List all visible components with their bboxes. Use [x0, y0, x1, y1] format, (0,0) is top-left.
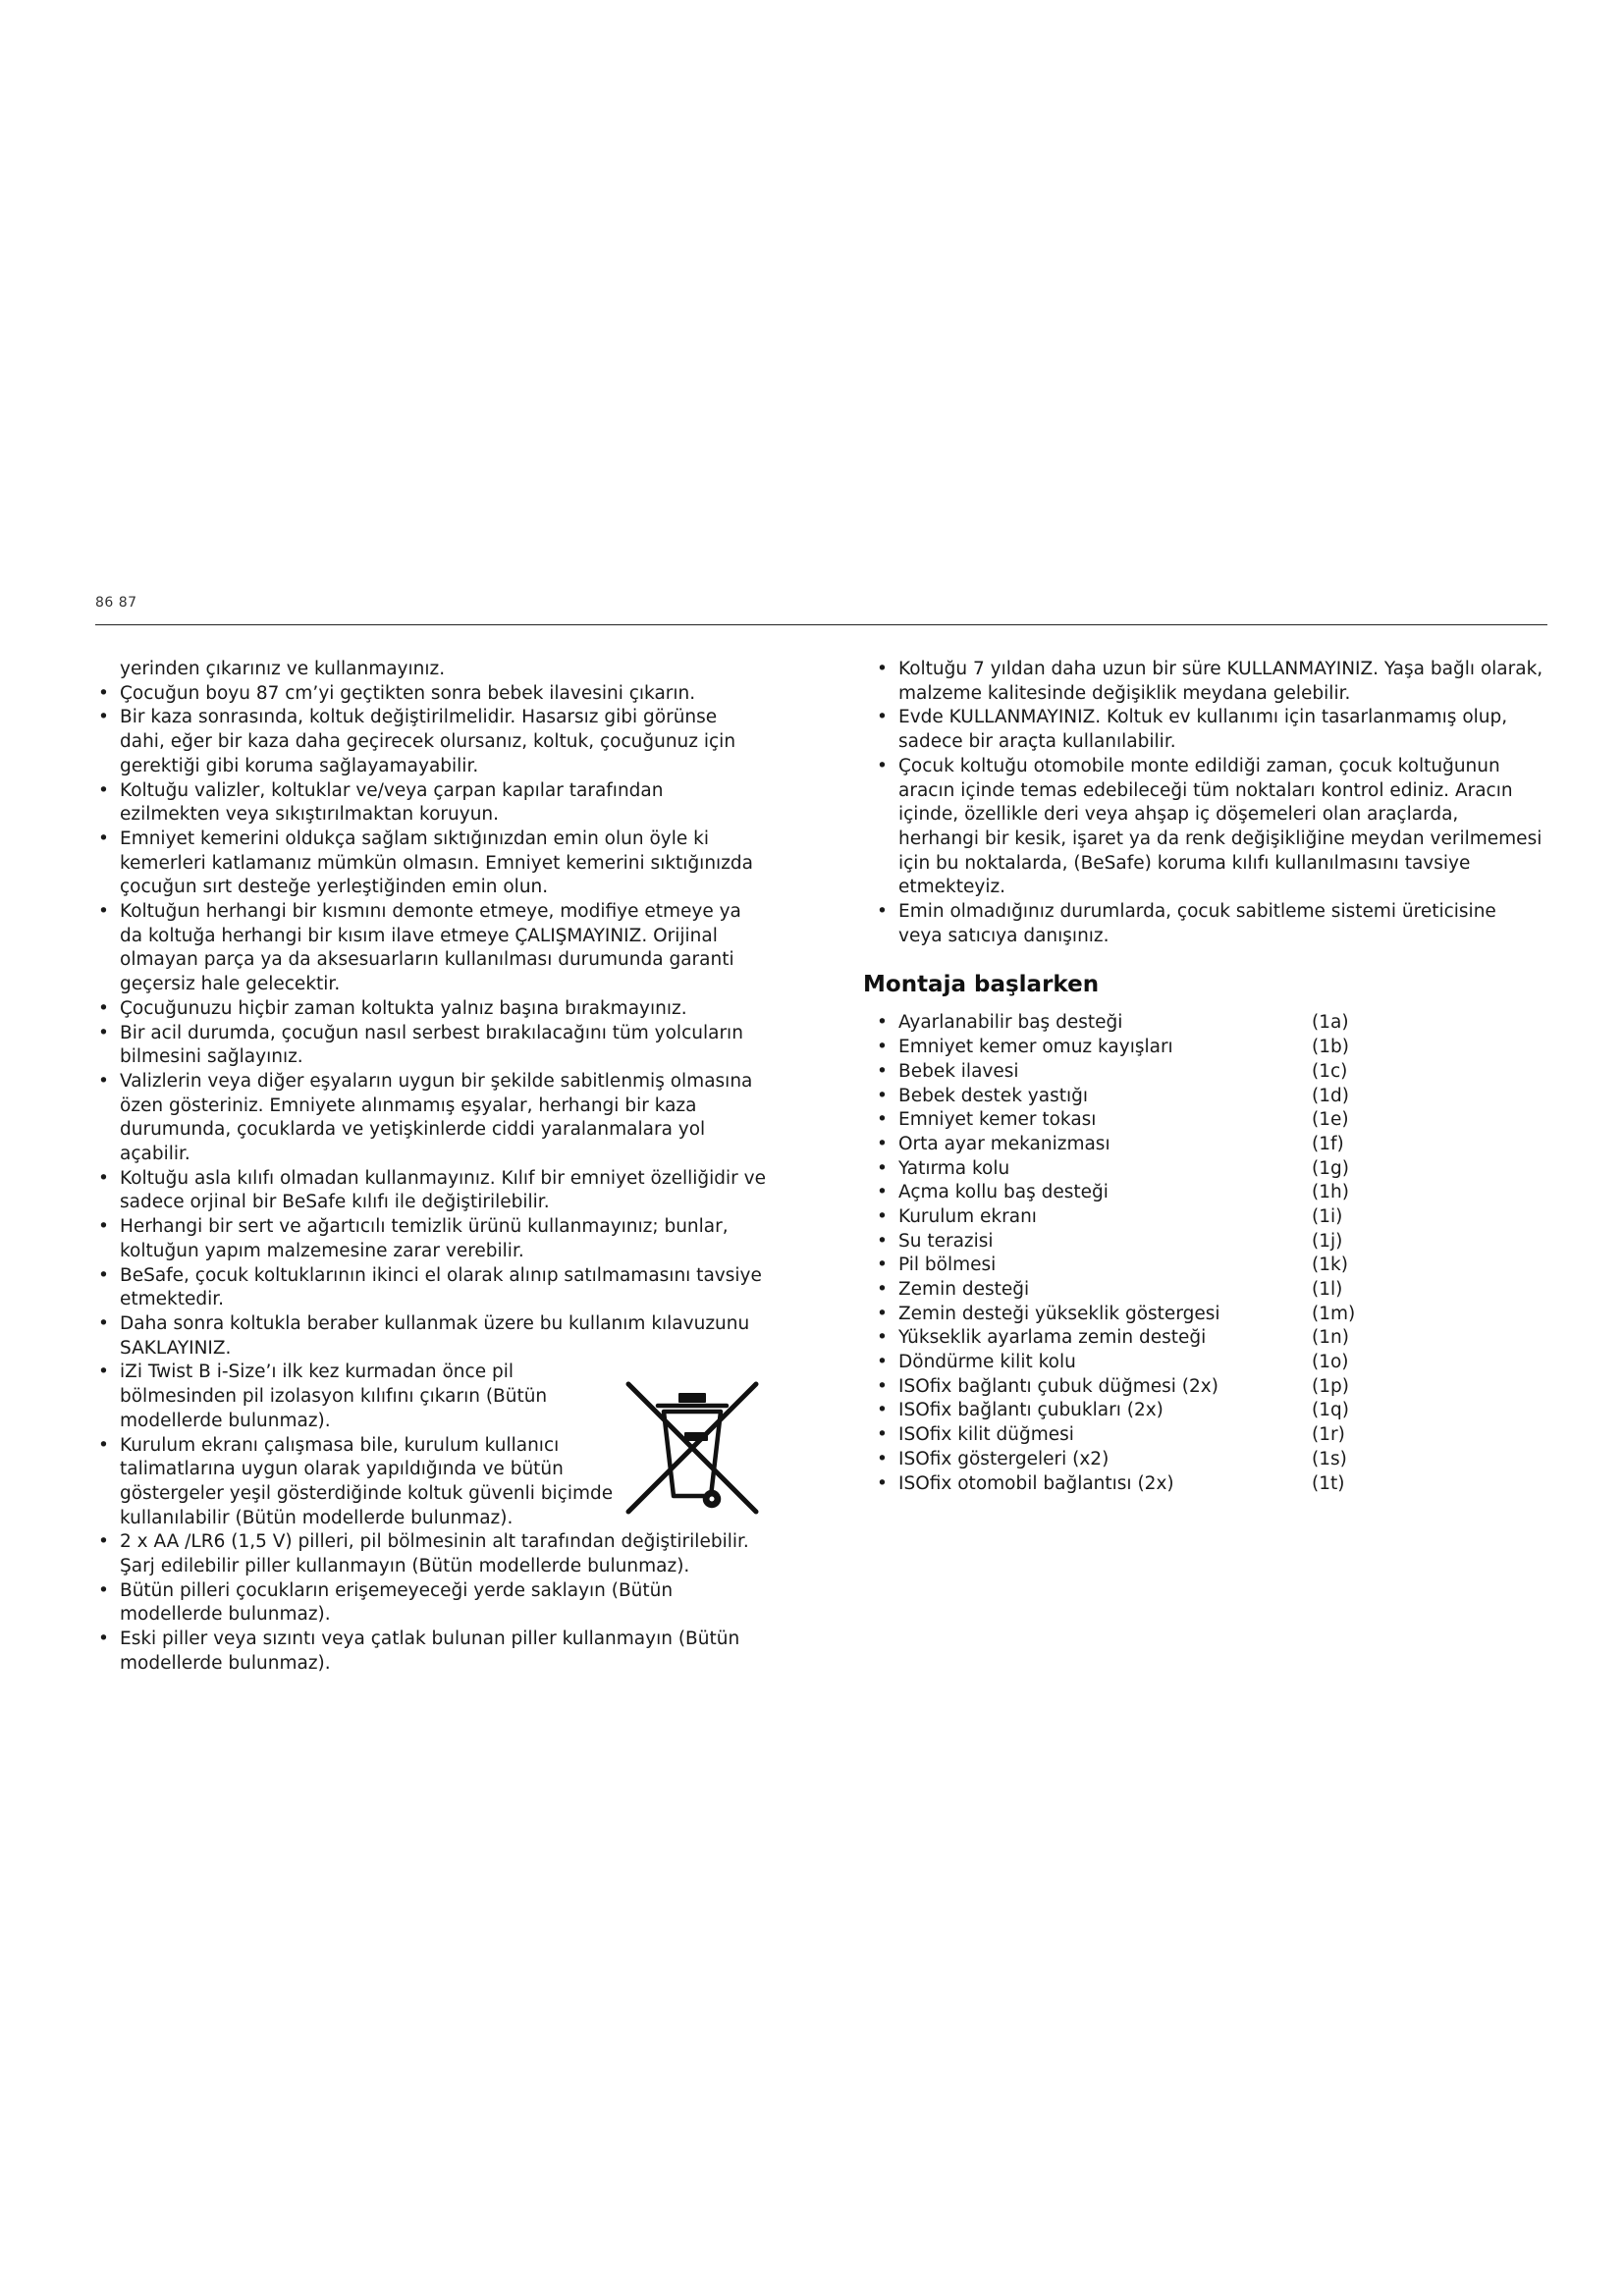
part-item	[877, 1181, 1544, 1205]
part-code: (1g)	[1312, 1157, 1349, 1179]
parts-list	[877, 1011, 1544, 1496]
bullet-item: • Bir acil durumda, çocuğun nasıl serbest bırakılacağını tüm yolcuların bilmesini sağlayınız.	[98, 1022, 766, 1070]
bullet-item: • Koltuğu asla kılıfı olmadan kullanmayınız. Kılıf bir emniyet özelliğidir ve sadece orjinal bir BeSafe kılıfı ile değiştirilebilir.	[98, 1167, 766, 1215]
part-name: Su terazisi	[898, 1230, 994, 1252]
part-item	[877, 1011, 1544, 1036]
part-name: Açma kollu baş desteği	[898, 1182, 1109, 1203]
part-code: (1d)	[1312, 1085, 1349, 1106]
bullet-item: • Koltuğu valizler, koltuklar ve/veya çarpan kapılar tarafından ezilmekten veya sıkıştırılmaktan koruyun.	[98, 779, 766, 828]
part-name: Pil bölmesi	[898, 1255, 997, 1276]
part-item	[877, 1303, 1544, 1327]
part-name: Zemin desteği	[898, 1279, 1030, 1300]
bullet-item: • Koltuğu 7 yıldan daha uzun bir süre KULLANMAYINIZ. Yaşa bağlı olarak, malzeme kalitesinde değişiklik meydana gelebilir.	[877, 658, 1544, 706]
part-name: Yatırma kolu	[898, 1157, 1010, 1179]
part-name: ISOfix bağlantı çubukları (2x)	[898, 1400, 1164, 1421]
bullet-item: • Çocuk koltuğu otomobile monte edildiği zaman, çocuk koltuğunun aracın içinde temas edebileceği tüm noktaları kontrol ediniz. Aracın içinde, özellikle deri veya ahşap iç döşemeleri olan araçlarda, herhangi bir kesik, işaret ya da renk değişikliğine meydan verilmemesi için bu noktalarda, (BeSafe) koruma kılıfı kullanılmasını tavsiye etmekteyiz.	[877, 755, 1544, 900]
part-item	[877, 1060, 1544, 1085]
part-code: (1m)	[1312, 1303, 1356, 1324]
part-code: (1t)	[1312, 1472, 1345, 1494]
bullet-item: • Emniyet kemerini oldukça sağlam sıktığınızdan emin olun öyle ki kemerleri katlamanız mümkün olmasın. Emniyet kemerini sıktığınızda çocuğun sırt desteğe yerleştiğinden emin olun.	[98, 828, 766, 900]
part-item	[877, 1423, 1544, 1448]
part-code: (1s)	[1312, 1448, 1347, 1469]
part-item	[877, 1375, 1544, 1400]
part-code: (1j)	[1312, 1230, 1343, 1252]
bullet-item: • Evde KULLANMAYINIZ. Koltuk ev kullanımı için tasarlanmamış olup, sadece bir araçta kullanılabilir.	[877, 706, 1544, 754]
part-item	[877, 1085, 1544, 1109]
part-code: (1k)	[1312, 1255, 1348, 1276]
part-code: (1b)	[1312, 1037, 1349, 1058]
crossed-out-wheelie-bin-icon	[619, 1374, 766, 1522]
part-item	[877, 1399, 1544, 1423]
part-name: ISOfix bağlantı çubuk düğmesi (2x)	[898, 1375, 1218, 1397]
part-name: Orta ayar mekanizması	[898, 1133, 1110, 1154]
bullet-item: • 2 x AA /LR6 (1,5 V) pilleri, pil bölmesinin alt tarafından değiştirilebilir. Şarj edilebilir piller kullanmayın (Bütün modellerde bulunmaz).	[98, 1530, 766, 1578]
part-item	[877, 1326, 1544, 1351]
bullet-item: • BeSafe, çocuk koltuklarının ikinci el olarak alınıp satılmamasını tavsiye etmektedir.	[98, 1264, 766, 1312]
part-name: Bebek destek yastığı	[898, 1085, 1088, 1106]
bullet-item: • Daha sonra koltukla beraber kullanmak üzere bu kullanım kılavuzunu SAKLAYINIZ.	[98, 1312, 766, 1361]
page-numbers: 86 87	[95, 595, 137, 611]
part-item	[877, 1278, 1544, 1303]
part-item	[877, 1133, 1544, 1157]
part-name: Zemin desteği yükseklik göstergesi	[898, 1303, 1220, 1324]
part-item	[877, 1108, 1544, 1133]
part-item	[877, 1036, 1544, 1060]
part-code: (1n)	[1312, 1327, 1349, 1349]
part-item	[877, 1448, 1544, 1472]
bullet-item: • iZi Twist B i-Size’ı ilk kez kurmadan önce pil bölmesinden pil izolasyon kılıfını çıkarın (Bütün modellerde bulunmaz).	[98, 1361, 616, 1433]
part-name: ISOfix otomobil bağlantısı (2x)	[898, 1472, 1174, 1494]
part-name: Yükseklik ayarlama zemin desteği	[898, 1327, 1207, 1349]
bullet-item: • Emin olmadığınız durumlarda, çocuk sabitleme sistemi üreticisine veya satıcıya danışınız.	[877, 900, 1544, 948]
bullet-item: • Bütün pilleri çocukların erişemeyeceği yerde saklayın (Bütün modellerde bulunmaz).	[98, 1579, 766, 1628]
part-item	[877, 1157, 1544, 1182]
part-code: (1l)	[1312, 1279, 1343, 1300]
part-code: (1f)	[1312, 1133, 1344, 1154]
part-item	[877, 1205, 1544, 1230]
part-code: (1r)	[1312, 1424, 1345, 1446]
part-code: (1p)	[1312, 1375, 1349, 1397]
continued-text: yerinden çıkarınız ve kullanmayınız.	[120, 659, 446, 679]
header-rule	[95, 624, 1547, 625]
part-name: ISOfix kilit düğmesi	[898, 1424, 1074, 1446]
part-code: (1c)	[1312, 1060, 1348, 1082]
part-code: (1q)	[1312, 1400, 1349, 1421]
bullet-item: • Herhangi bir sert ve ağartıcılı temizlik ürünü kullanmayınız; bunlar, koltuğun yapım malzemesine zarar verebilir.	[98, 1215, 766, 1263]
bullet-item: • Bir kaza sonrasında, koltuk değiştirilmelidir. Hasarsız gibi görünse dahi, eğer bir kaza daha geçirecek olursanız, koltuk, çocuğunuz için gerektiği gibi koruma sağlayamayabilir.	[98, 706, 766, 778]
part-item	[877, 1351, 1544, 1375]
part-name: ISOfix göstergeleri (x2)	[898, 1448, 1110, 1469]
part-name: Ayarlanabilir baş desteği	[898, 1012, 1123, 1034]
part-code: (1h)	[1312, 1182, 1349, 1203]
part-code: (1i)	[1312, 1205, 1343, 1227]
part-item	[877, 1254, 1544, 1278]
part-name: Bebek ilavesi	[898, 1060, 1019, 1082]
right-column-bullets	[877, 658, 1544, 948]
bullet-item: • Kurulum ekranı çalışmasa bile, kurulum kullanıcı talimatlarına uygun olarak yapıldığında ve bütün göstergeler yeşil gösterdiğinde koltuk güvenli biçimde kullanılabilir (Bütün modellerde bulunmaz).	[98, 1434, 616, 1531]
part-name: Emniyet kemer tokası	[898, 1109, 1097, 1131]
part-item	[877, 1230, 1544, 1255]
bullet-item: • Çocuğunuzu hiçbir zaman koltukta yalnız başına bırakmayınız.	[98, 997, 766, 1022]
bullet-item: • Çocuğun boyu 87 cm’yi geçtikten sonra bebek ilavesini çıkarın.	[98, 682, 766, 707]
part-item	[877, 1472, 1544, 1497]
left-column	[98, 658, 766, 1677]
right-column	[863, 658, 1544, 1496]
part-code: (1o)	[1312, 1352, 1349, 1373]
part-name: Kurulum ekranı	[898, 1205, 1037, 1227]
part-code: (1e)	[1312, 1109, 1349, 1131]
part-name: Döndürme kilit kolu	[898, 1352, 1076, 1373]
part-code: (1a)	[1312, 1012, 1349, 1034]
bullet-item: • Eski piller veya sızıntı veya çatlak bulunan piller kullanmayın (Bütün modellerde bulunmaz).	[98, 1628, 766, 1676]
section-title: Montaja başlarken	[863, 972, 1100, 998]
bullet-item: • Koltuğun herhangi bir kısmını demonte etmeye, modifiye etmeye ya da koltuğa herhangi bir kısım ilave etmeye ÇALIŞMAYINIZ. Orijinal olmayan parça ya da aksesuarların kullanılması durumunda garanti geçersiz hale gelecektir.	[98, 900, 766, 997]
bullet-item: • Valizlerin veya diğer eşyaların uygun bir şekilde sabitlenmiş olmasına özen gösteriniz. Emniyete alınmamış eşyalar, herhangi bir kaza durumunda, çocuklarda ve yetişkinlerde ciddi yaralanmalara yol açabilir.	[98, 1070, 766, 1167]
part-name: Emniyet kemer omuz kayışları	[898, 1037, 1173, 1058]
